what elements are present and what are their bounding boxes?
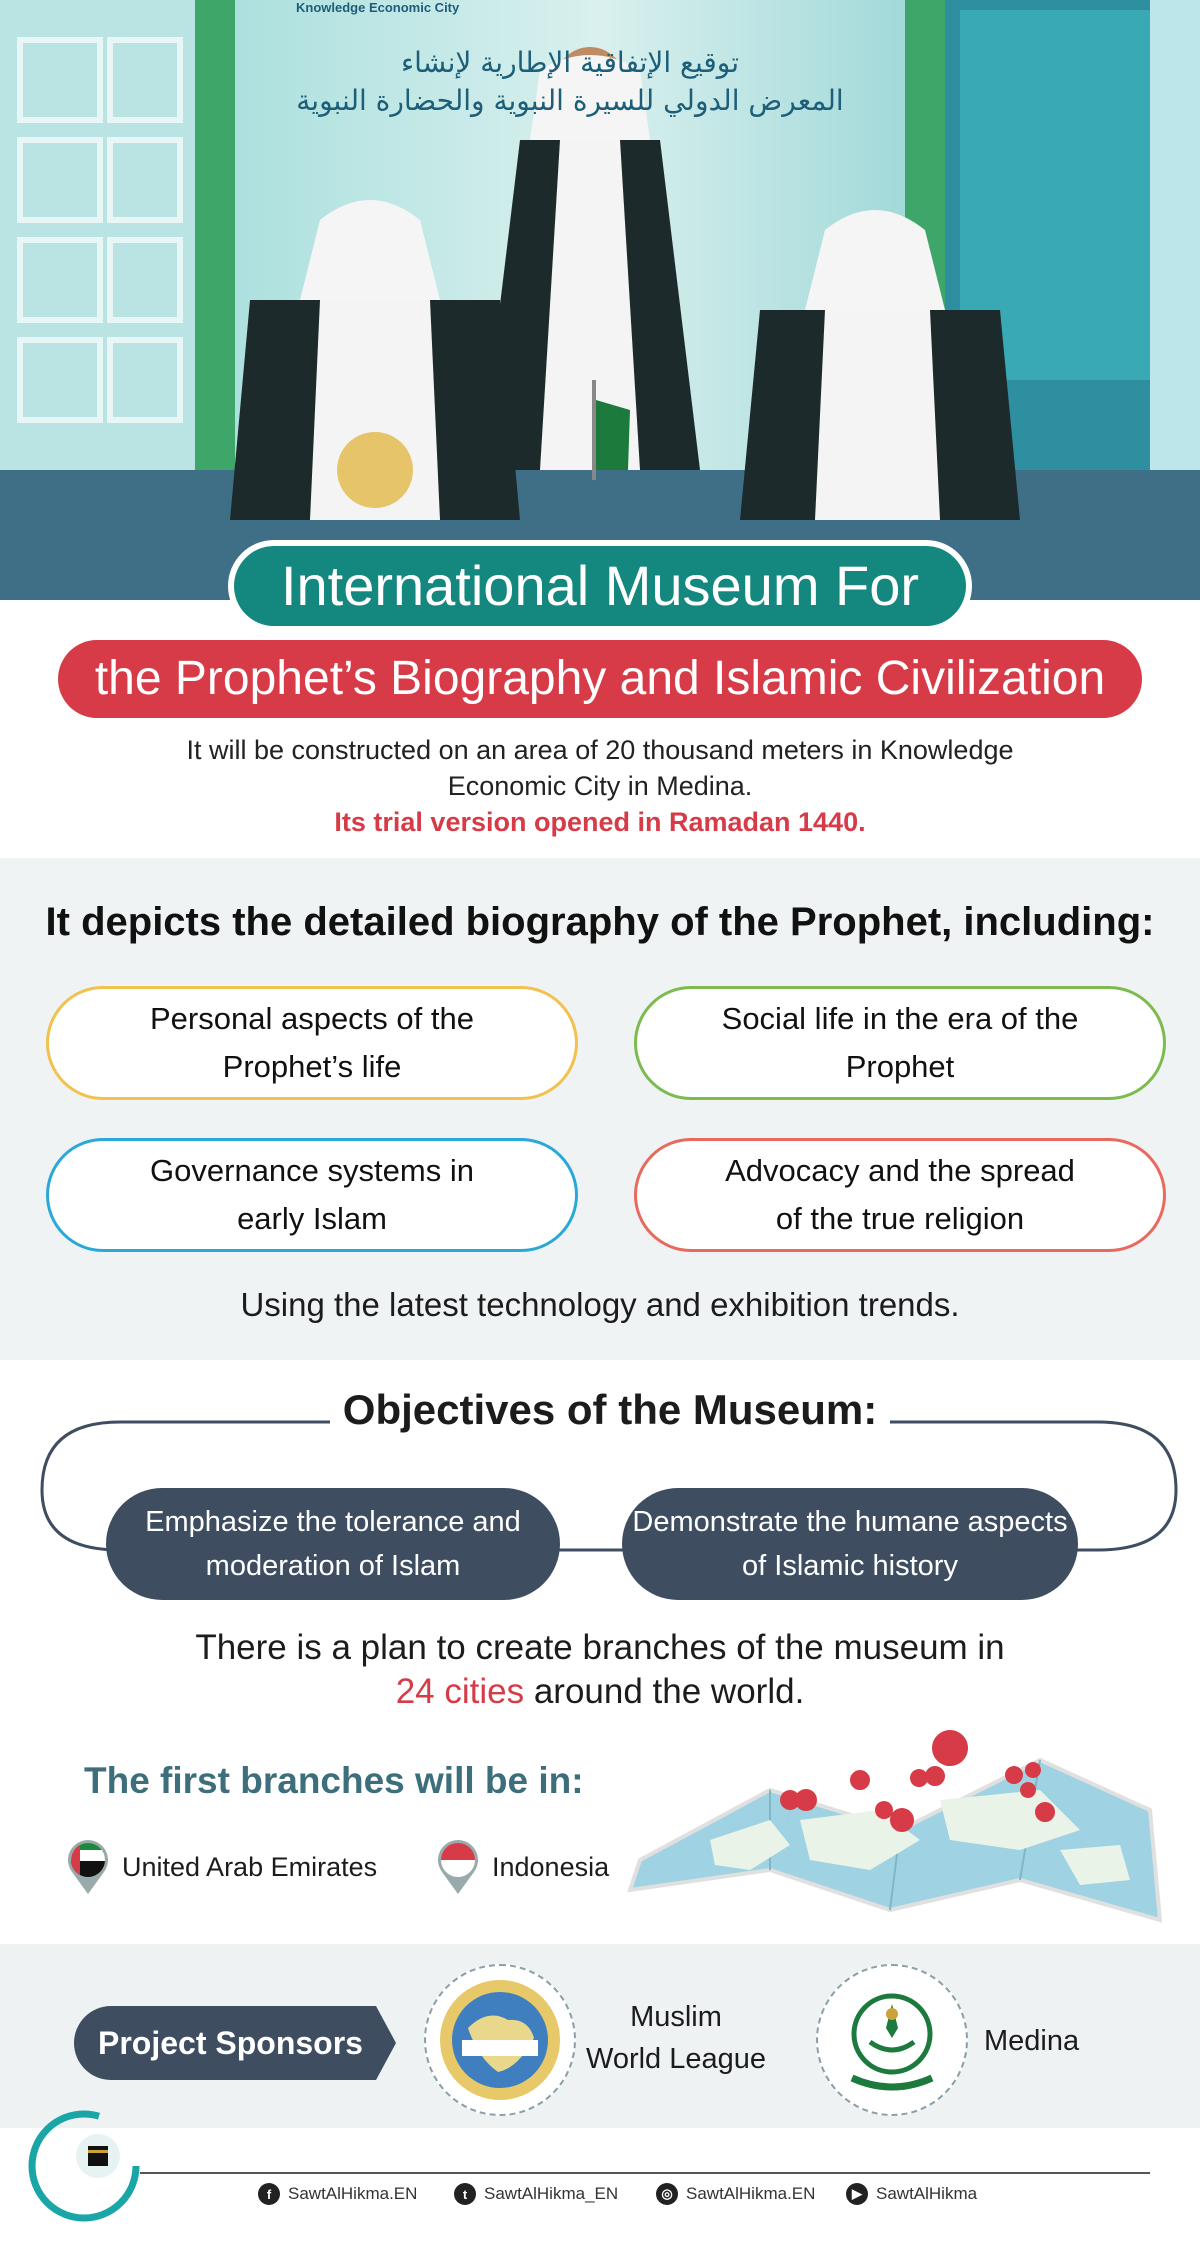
hero-photo — [0, 0, 1200, 600]
intro-highlight: Its trial version opened in Ramadan 1440. — [334, 807, 866, 837]
twitter-icon: t — [454, 2183, 476, 2205]
topic-governance: Governance systems in early Islam — [46, 1138, 578, 1252]
plan-highlight: 24 cities — [395, 1672, 525, 1711]
intro-line-2: Economic City in Medina. — [447, 771, 753, 801]
uae-flag-icon — [64, 1838, 112, 1896]
title-pill — [228, 540, 972, 632]
country-uae-label: United Arab Emirates — [122, 1851, 378, 1882]
plan-text: There is a plan to create branches of the museum in 24 cities around the world. — [195, 1628, 1005, 1711]
footer-divider — [140, 2172, 1150, 2174]
biography-heading: It depicts the detailed biography of the Prophet, including: — [45, 900, 1155, 944]
branches-heading: The first branches will be in: — [84, 1760, 584, 1801]
medina-logo — [816, 1964, 968, 2116]
instagram-icon: ◎ — [656, 2183, 678, 2205]
objectives-heading: Objectives of the Museum: — [330, 1386, 890, 1434]
country-indonesia-label: Indonesia — [492, 1851, 610, 1882]
banner-arabic-text: توقيع الإتفاقية الإطارية لإنشاء المعرض الدولي للسيرة النبوية والحضارة النبوية — [296, 46, 844, 117]
objective-tolerance: Emphasize the tolerance and moderation of Islam — [106, 1488, 560, 1600]
twitter-link[interactable]: t SawtAlHikma_EN — [454, 2183, 618, 2205]
topic-personal: Personal aspects of the Prophet’s life — [46, 986, 578, 1100]
country-indonesia — [434, 1838, 609, 1896]
page-subtitle: the Prophet’s Biography and Islamic Civilization — [58, 640, 1142, 718]
facebook-icon: f — [258, 2183, 280, 2205]
objective-humane: Demonstrate the humane aspects of Islamic history — [622, 1488, 1078, 1600]
muslim-world-league-logo — [424, 1964, 576, 2116]
page-title: International Museum For — [234, 546, 966, 626]
country-uae — [64, 1838, 377, 1896]
world-map-illustration — [620, 1720, 1170, 1930]
topic-social: Social life in the era of the Prophet — [634, 986, 1166, 1100]
youtube-icon: ▶ — [846, 2183, 868, 2205]
facebook-link[interactable]: f SawtAlHikma.EN — [258, 2183, 417, 2205]
youtube-link[interactable]: ▶ SawtAlHikma — [846, 2183, 977, 2205]
sponsor-medina: Medina — [984, 2025, 1080, 2057]
technology-note: Using the latest technology and exhibition trends. — [240, 1286, 960, 1323]
sponsors-label: Project Sponsors — [74, 2006, 376, 2080]
intro-text — [0, 732, 1200, 840]
indonesia-flag-icon — [434, 1838, 482, 1896]
mwl-globe-icon — [438, 1978, 562, 2102]
instagram-link[interactable]: ◎ SawtAlHikma.EN — [656, 2183, 815, 2205]
topic-advocacy: Advocacy and the spread of the true religion — [634, 1138, 1166, 1252]
sawt-alhikma-logo — [26, 2108, 142, 2224]
sponsor-muslim-world-league: Muslim World League — [585, 2001, 767, 2075]
medina-emblem-icon — [830, 1978, 954, 2102]
intro-line-1: It will be constructed on an area of 20 thousand meters in Knowledge — [186, 735, 1014, 765]
banner-english-text: Knowledge Economic City — [296, 0, 460, 15]
